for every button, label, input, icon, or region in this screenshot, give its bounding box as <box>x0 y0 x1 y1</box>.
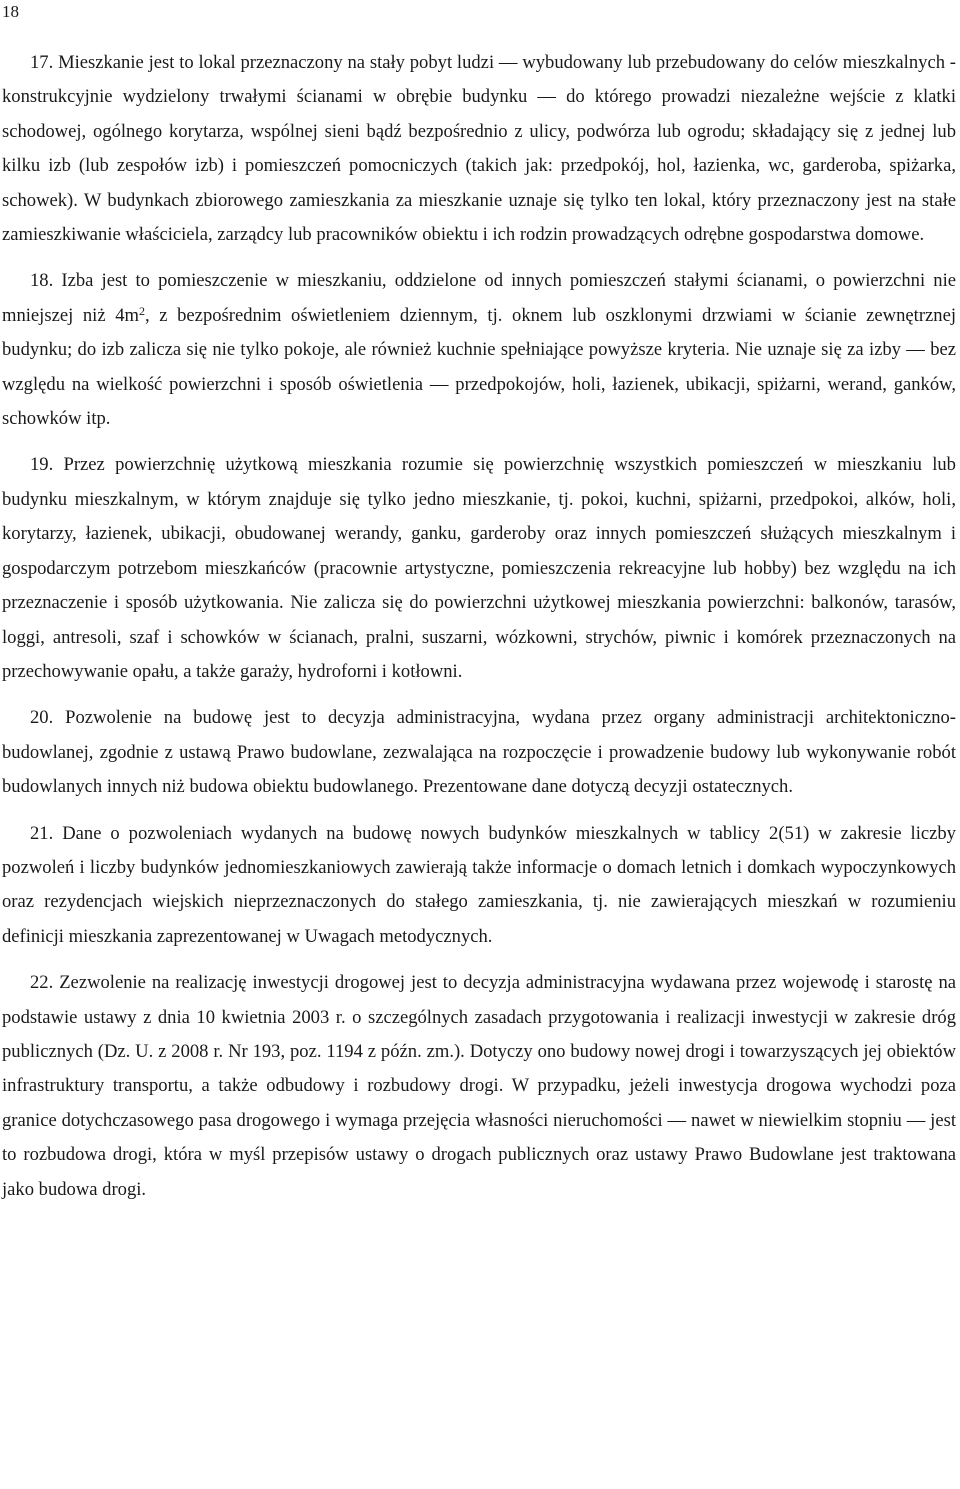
paragraph-text: Przez powierzchnię użytkową mieszkania rozumie się powierzchnię wszystkich pomieszczeń w mieszkaniu lub budynku mieszkalnym, w którym znajduje się tylko jedno mieszkanie, tj. pokoi, kuchni, spiżarni, przedpokoi, alków, holi, korytarzy, łazienek, ubikacji, obudowanej werandy, ganku, garderoby oraz innych pomieszczeń służących mieszkalnym i gospodarczym potrzebom mieszkańców (pracownie artystyczne, pomieszczenia rekreacyjne lub hobby) bez względu na ich przeznaczenie i sposób użytkowania. Nie zalicza się do powierzchni użytkowej mieszkania powierzchni: balkonów, tarasów, loggi, antresoli, szaf i schowków w ścianach, pralni, suszarni, wózkowni, strychów, piwnic i komórek przeznaczonych na przechowywanie opału, a także garaży, hydroforni i kotłowni. <box>2 454 956 682</box>
paragraph-20 <box>2 701 956 804</box>
superscript: 2 <box>138 303 145 318</box>
paragraph-text: Pozwolenie na budowę jest to decyzja administracyjna, wydana przez organy administracji architektoniczno-budowlanej, zgodnie z ustawą Prawo budowlane, zezwalająca na rozpoczęcie i prowadzenie budowy lub wykonywanie robót budowlanych innych niż budowa obiektu budowlanego. Prezentowane dane dotyczą decyzji ostatecznych. <box>2 707 956 798</box>
paragraph-text-continued: , z bezpośrednim oświetleniem dziennym, tj. oknem lub oszklonymi drzwiami w ścianie zewnętrznej budynku; do izb zalicza się nie tylko pokoje, ale również kuchnie spełniające powyższe kryteria. Nie uznaje się za izby — bez względu na wielkość powierzchni i sposób oświetlenia — przedpokojów, holi, łazienek, ubikacji, spiżarni, werand, ganków, schowków itp. <box>2 304 956 430</box>
paragraph-number: 21. <box>30 822 54 844</box>
paragraph-18 <box>2 264 956 436</box>
document-body <box>2 46 956 1219</box>
paragraph-19 <box>2 448 956 689</box>
paragraph-21 <box>2 817 956 955</box>
paragraph-text: Izba jest to pomieszczenie w mieszkaniu, oddzielone od innych pomieszczeń stałymi ścianami, o powierzchni nie mniejszej niż 4m <box>2 270 956 326</box>
paragraph-22 <box>2 966 956 1207</box>
paragraph-text: Mieszkanie jest to lokal przeznaczony na stały pobyt ludzi — wybudowany lub przebudowany do celów mieszkalnych - konstrukcyjnie wydzielony trwałymi ścianami w obrębie budynku — do którego prowadzi niezależne wejście z klatki schodowej, ogólnego korytarza, wspólnej sieni bądź bezpośrednio z ulicy, podwórza lub ogrodu; składający się z jednej lub kilku izb (lub zespołów izb) i pomieszczeń pomocniczych (takich jak: przedpokój, hol, łazienka, wc, garderoba, spiżarka, schowek). W budynkach zbiorowego zamieszkania za mieszkanie uznaje się tylko ten lokal, który przeznaczony jest na stałe zamieszkiwanie właściciela, zarządcy lub pracowników obiektu i ich rodzin prowadzących odrębne gospodarstwa domowe. <box>2 52 956 246</box>
paragraph-number: 18. <box>30 270 54 292</box>
paragraph-number: 17. <box>30 52 54 73</box>
paragraph-number: 22. <box>30 972 54 994</box>
paragraph-number: 20. <box>30 707 54 729</box>
paragraph-text: Zezwolenie na realizację inwestycji drogowej jest to decyzja administracyjna wydawana przez wojewodę i starostę na podstawie ustawy z dnia 10 kwietnia 2003 r. o szczególnych zasadach przygotowania i realizacji inwestycji w zakresie dróg publicznych (Dz. U. z 2008 r. Nr 193, poz. 1194 z późn. zm.). Dotyczy ono budowy nowej drogi i towarzyszących jej obiektów infrastruktury transportu, a także odbudowy i rozbudowy drogi. W przypadku, jeżeli inwestycja drogowa wychodzi poza granice dotychczasowego pasa drogowego i wymaga przejęcia własności nieruchomości — nawet w niewielkim stopniu — jest to rozbudowa drogi, która w myśl przepisów ustawy o drogach publicznych oraz ustawy Prawo Budowlane jest traktowana jako budowa drogi. <box>2 972 957 1200</box>
page-number: 18 <box>2 2 19 21</box>
paragraph-text: Dane o pozwoleniach wydanych na budowę nowych budynków mieszkalnych w tablicy 2(51) w zakresie liczby pozwoleń i liczby budynków jednomieszkaniowych zawierają także informacje o domach letnich i domkach wypoczynkowych oraz rezydencjach wiejskich nieprzeznaczonych do stałego zamieszkania, tj. nie zawierających mieszkań w rozumieniu definicji mieszkania zaprezentowanej w Uwagach metodycznych. <box>2 822 956 947</box>
paragraph-17 <box>2 46 956 252</box>
paragraph-number: 19. <box>30 454 54 476</box>
